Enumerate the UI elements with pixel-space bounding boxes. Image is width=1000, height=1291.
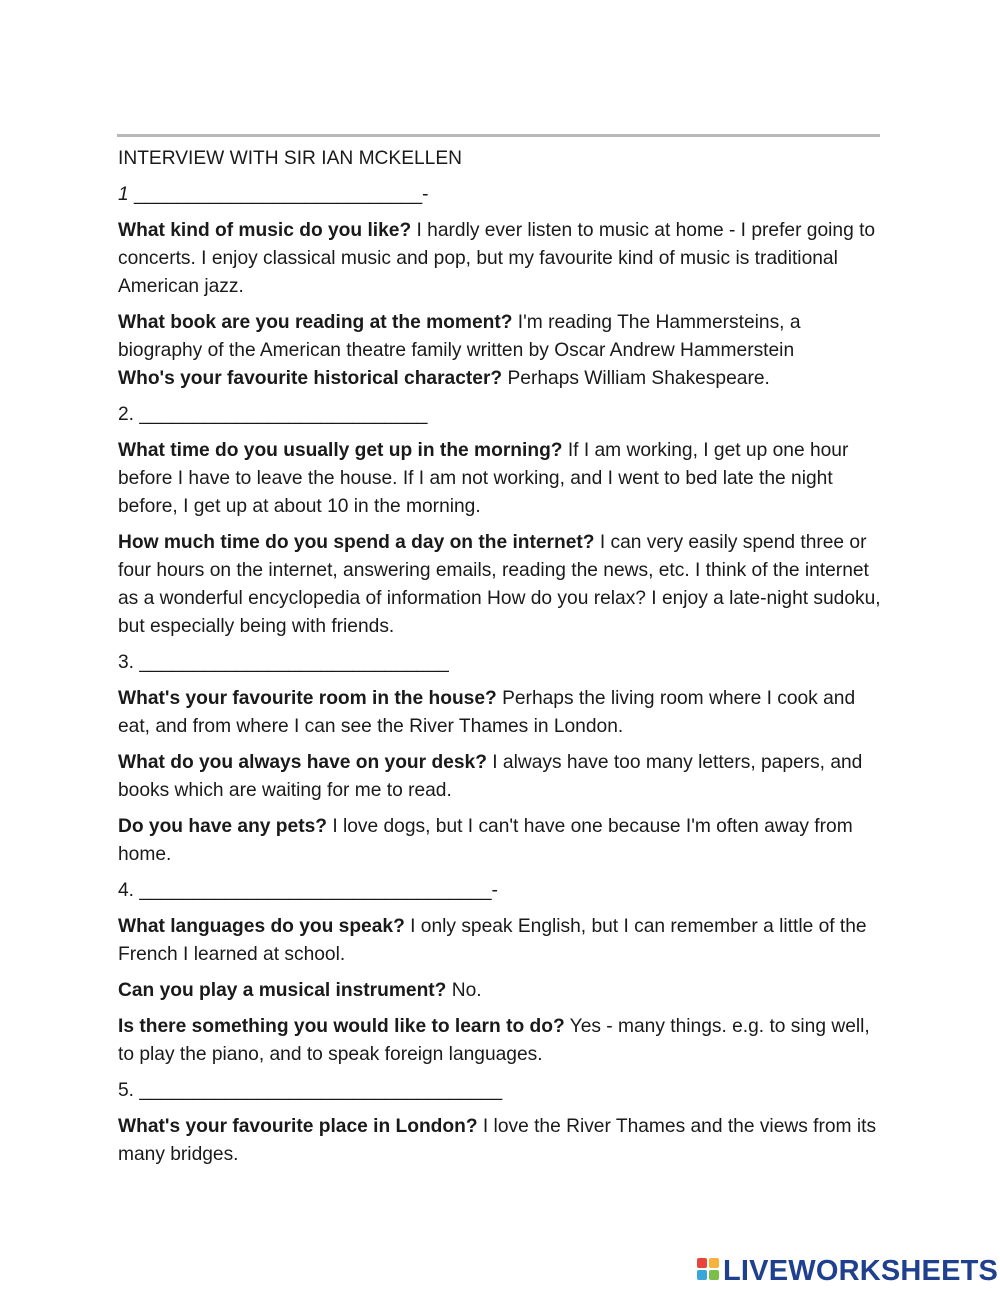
answer-blank-3[interactable] [118, 649, 888, 677]
qa-item [118, 217, 888, 301]
question: What do you always have on your desk? [118, 752, 487, 773]
qa-item [118, 309, 888, 365]
top-divider [117, 134, 880, 137]
question: What time do you usually get up in the morning? [118, 440, 563, 461]
answer: I'm reading The Hammersteins, a biography of the American theatre family written by Oscar Andrew Hammerstein [118, 312, 801, 361]
answer: I love the River Thames and the views from its many bridges. [118, 1116, 877, 1165]
blank-number: 5. [118, 1080, 135, 1101]
question: What kind of music do you like? [118, 220, 412, 241]
answer: Perhaps the living room where I cook and eat, and from where I can see the River Thames in London. [118, 688, 856, 737]
qa-item [118, 977, 888, 1005]
answer: I love dogs, but I can't have one because I'm often away from home. [118, 816, 853, 865]
answer: I can very easily spend three or four hours on the internet, answering emails, reading the news, etc. I think of the internet as a wonderful encyclopedia of information How do you relax? I enjoy a late-night sudoku, but especially being with friends. [118, 532, 881, 637]
blank-number: 3. [118, 652, 135, 673]
question: What's your favourite room in the house? [118, 688, 497, 709]
blank-line: _____________________________ [134, 652, 449, 673]
question: What languages do you speak? [118, 916, 405, 937]
qa-item [118, 437, 888, 521]
blank-number: 2. [118, 404, 135, 425]
qa-item [118, 1013, 888, 1069]
qa-item [118, 685, 888, 741]
blank-number: 4. [118, 880, 135, 901]
question: Can you play a musical instrument? [118, 980, 447, 1001]
liveworksheets-logo [697, 1254, 998, 1288]
page-title: INTERVIEW WITH SIR IAN MCKELLEN [118, 148, 462, 169]
qa-item [118, 913, 888, 969]
blank-line: __________________________________ [134, 1080, 503, 1101]
worksheet-body [118, 145, 888, 1177]
logo-text: LIVEWORKSHEETS [723, 1254, 999, 1287]
answer: I only speak English, but I can remember a little of the French I learned at school. [118, 916, 867, 965]
answer: Perhaps William Shakespeare. [502, 368, 770, 389]
question: Do you have any pets? [118, 816, 327, 837]
qa-item [118, 813, 888, 869]
question: How much time do you spend a day on the internet? [118, 532, 595, 553]
blank-line: ___________________________ [134, 404, 428, 425]
question: Is there something you would like to learn to do? [118, 1016, 565, 1037]
qa-item [118, 749, 888, 805]
qa-item [118, 529, 888, 641]
blank-line: _________________________________- [134, 880, 498, 901]
answer: If I am working, I get up one hour before I have to leave the house. If I am not working, and I went to bed late the night before, I get up at about 10 in the morning. [118, 440, 849, 517]
qa-item [118, 1113, 888, 1169]
answer: No. [446, 980, 482, 1001]
answer-blank-4[interactable] [118, 877, 888, 905]
question: What's your favourite place in London? [118, 1116, 478, 1137]
answer-blank-5[interactable] [118, 1077, 888, 1105]
blank-line: ___________________________- [128, 184, 429, 205]
question: Who's your favourite historical character? [118, 368, 503, 389]
question: What book are you reading at the moment? [118, 312, 513, 333]
logo-mark-icon [697, 1258, 721, 1284]
answer-blank-1[interactable] [118, 181, 888, 209]
answer: Yes - many things. e.g. to sing well, to play the piano, and to speak foreign languages. [118, 1016, 870, 1065]
blank-number: 1 [118, 184, 129, 205]
qa-item [118, 365, 888, 393]
answer-blank-2[interactable] [118, 401, 888, 429]
answer: I hardly ever listen to music at home - I prefer going to concerts. I enjoy classical music and pop, but my favourite kind of music is traditional American jazz. [118, 220, 876, 297]
answer: I always have too many letters, papers, and books which are waiting for me to read. [118, 752, 863, 801]
